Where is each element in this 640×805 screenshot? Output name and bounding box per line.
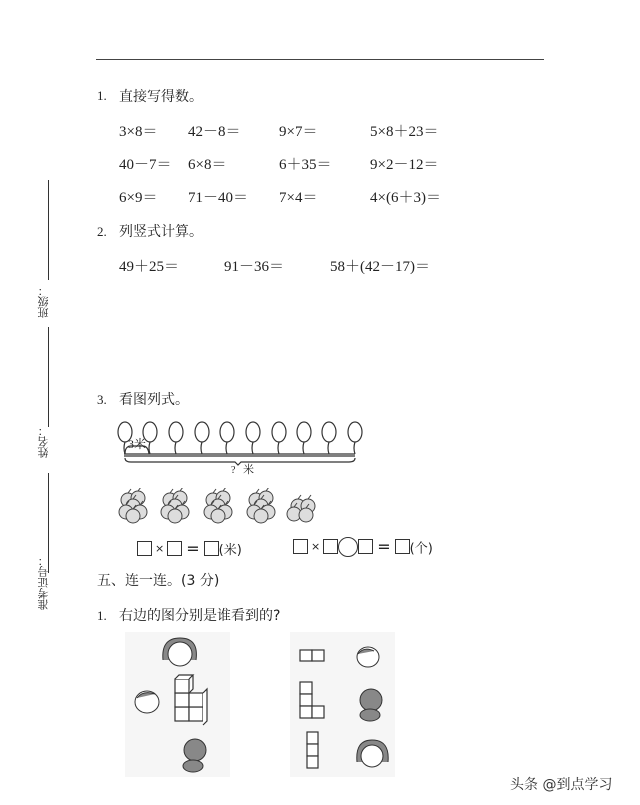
q1-item: 3×8＝ xyxy=(119,124,158,140)
watermark: 头条 @到点学习 xyxy=(510,777,613,793)
q1-item: 5×8＋23＝ xyxy=(370,124,439,140)
q1-item: 7×4＝ xyxy=(279,190,318,206)
fruit-group-icon xyxy=(204,488,232,523)
boy-back-icon xyxy=(183,739,206,772)
formula-1: × = (米) xyxy=(137,538,242,558)
boy-side-icon xyxy=(135,691,159,713)
q1-title: 直接写得数。 xyxy=(119,89,203,105)
operator-circle[interactable] xyxy=(338,537,358,557)
exam-id-label: 准考证号： xyxy=(37,555,50,610)
answer-box[interactable] xyxy=(204,541,219,556)
q1-item: 4×(6＋3)＝ xyxy=(370,190,441,206)
q1-item: 6×9＝ xyxy=(119,190,158,206)
q1-item: 40－7＝ xyxy=(119,157,172,173)
views-diagram xyxy=(125,632,405,782)
q3-title: 看图列式。 xyxy=(119,392,189,408)
name-line xyxy=(48,327,49,427)
q2-number: 2. xyxy=(97,224,107,239)
q1-item: 71－40＝ xyxy=(188,190,249,206)
formula-2: × = (个) xyxy=(293,536,433,557)
s5-q1-number: 1. xyxy=(97,608,107,623)
boy-back-icon xyxy=(360,689,382,721)
class-label: 班级： xyxy=(37,285,50,318)
q1-item: 9×2－12＝ xyxy=(370,157,439,173)
answer-box[interactable] xyxy=(167,541,182,556)
q2-title: 列竖式计算。 xyxy=(119,224,203,240)
fruit-group-icon xyxy=(287,495,315,522)
q2-item: 49＋25＝ xyxy=(119,259,180,275)
answer-box[interactable] xyxy=(395,539,410,554)
balloon-icon xyxy=(118,422,362,454)
answer-box[interactable] xyxy=(293,539,308,554)
answer-box[interactable] xyxy=(137,541,152,556)
q2-item: 91－36＝ xyxy=(224,259,285,275)
q1-item: 42－8＝ xyxy=(188,124,241,140)
view-top-icon xyxy=(300,650,324,661)
q1-item: 6×8＝ xyxy=(188,157,227,173)
fruit-groups xyxy=(118,488,318,528)
header-rule xyxy=(96,59,544,60)
q2-item: 58＋(42－17)＝ xyxy=(330,259,430,275)
fruit-group-icon xyxy=(161,488,189,523)
answer-box[interactable] xyxy=(358,539,373,554)
boy-side-icon xyxy=(357,647,379,667)
q3-number: 3. xyxy=(97,392,107,407)
fruit-group-icon xyxy=(119,488,147,523)
answer-box[interactable] xyxy=(323,539,338,554)
q1-item: 6＋35＝ xyxy=(279,157,332,173)
name-label: 姓名： xyxy=(37,425,50,458)
svg-text:米: 米 xyxy=(243,463,254,476)
svg-text:3米: 3米 xyxy=(128,437,147,451)
class-line xyxy=(48,180,49,280)
balloon-diagram xyxy=(115,418,375,480)
s5-q1-title: 右边的图分别是谁看到的? xyxy=(119,608,281,624)
fruit-group-icon xyxy=(247,488,275,523)
svg-text:?: ? xyxy=(231,465,236,476)
section5-title: 五、连一连。(3 分) xyxy=(97,573,220,589)
q1-item: 9×7＝ xyxy=(279,124,318,140)
q1-number: 1. xyxy=(97,88,107,103)
view-front-icon xyxy=(307,732,318,768)
